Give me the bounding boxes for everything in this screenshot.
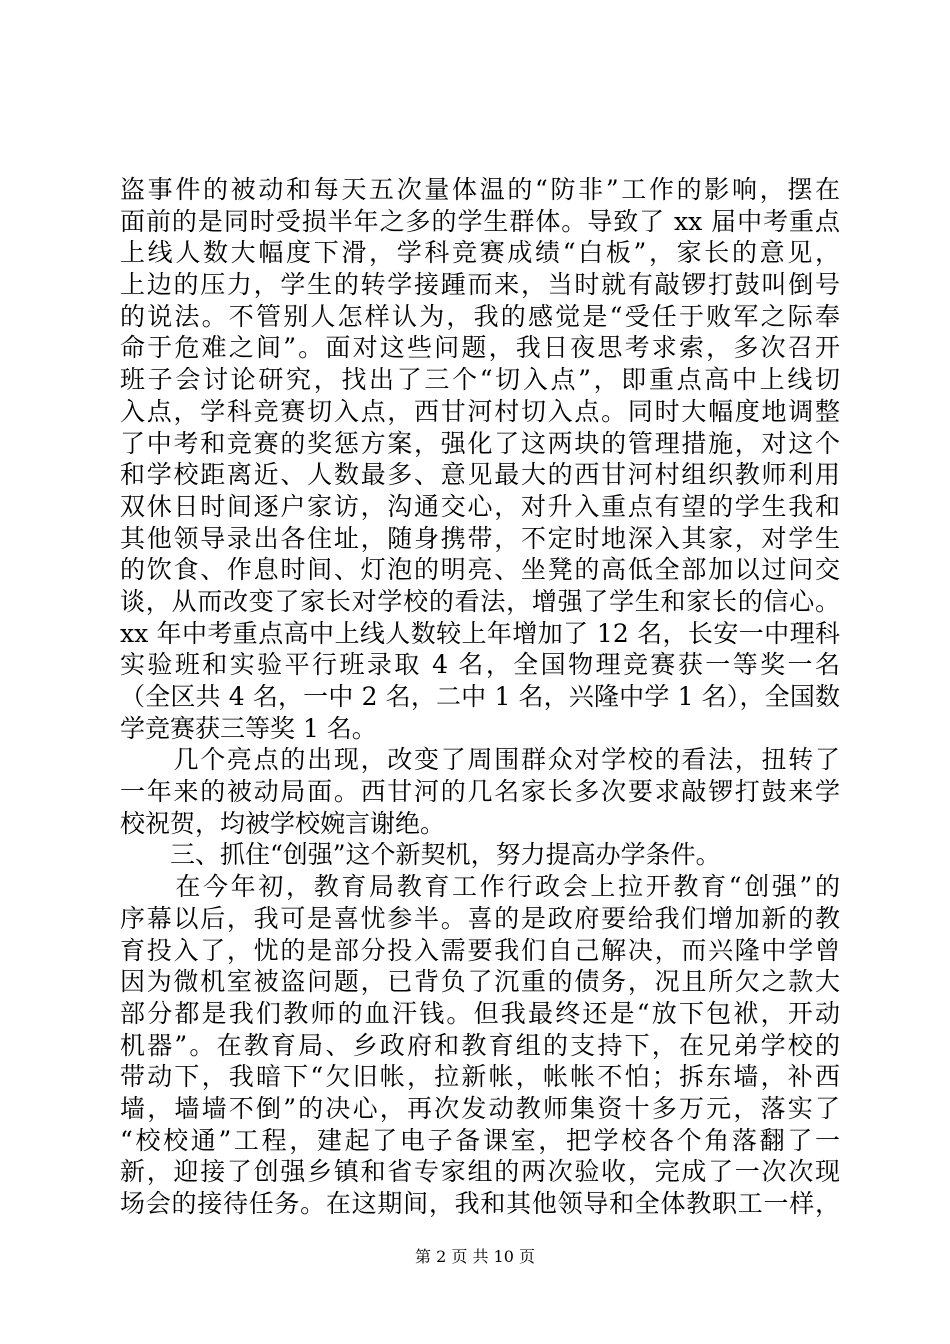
text-line: 的说法。不管别人怎样认为，我的感觉是“受任于败军之际奉 (120, 301, 840, 331)
text-line: 三、抓住“创强”这个新契机，努力提高办学条件。 (120, 840, 721, 870)
text-line: 上线人数大幅度下滑，学科竞赛成绩“白板”，家长的意见， (120, 238, 840, 268)
text-line: 几个亮点的出现，改变了周围群众对学校的看法，扭转了 (120, 745, 840, 775)
text-line: 的饮食、作息时间、灯泡的明亮、坐凳的高低全部加以过问交 (120, 555, 840, 585)
text-line: 实验班和实验平行班录取 4 名，全国物理竞赛获一等奖一名 (120, 650, 840, 680)
text-line: 谈，从而改变了家长对学校的看法，增强了学生和家长的信心。 (120, 586, 840, 616)
text-line: 入点，学科竞赛切入点，西甘河村切入点。同时大幅度地调整 (120, 396, 840, 426)
text-line: 校祝贺，均被学校婉言谢绝。 (120, 808, 446, 838)
text-line: 育投入了，忧的是部分投入需要我们自己解决，而兴隆中学曾 (120, 935, 840, 965)
text-line: 一年来的被动局面。西甘河的几名家长多次要求敲锣打鼓来学 (120, 777, 840, 807)
text-line: “校校通”工程，建起了电子备课室，把学校各个角落翻了一 (120, 1125, 840, 1155)
text-line: 因为微机室被盗问题，已背负了沉重的债务，况且所欠之款大 (120, 967, 840, 997)
text-line: 序幕以后，我可是喜忧参半。喜的是政府要给我们增加新的教 (120, 903, 840, 933)
text-line: 面前的是同时受损半年之多的学生群体。导致了 xx 届中考重点 (120, 206, 840, 236)
text-line: 部分都是我们教师的血汗钱。但我最终还是“放下包袱，开动 (120, 998, 840, 1028)
text-line: 双休日时间逐户家访，沟通交心，对升入重点有望的学生我和 (120, 491, 840, 521)
text-line: 在今年初，教育局教育工作行政会上拉开教育“创强”的 (120, 872, 840, 902)
text-line: 了中考和竞赛的奖惩方案，强化了这两块的管理措施，对这个 (120, 428, 840, 458)
body-text (120, 174, 840, 1220)
text-line: 和学校距离近、人数最多、意见最大的西甘河村组织教师利用 (120, 460, 840, 490)
text-line: 新，迎接了创强乡镇和省专家组的两次验收，完成了一次次现 (120, 1157, 840, 1187)
text-line: 场会的接待任务。在这期间，我和其他领导和全体教职工一样， (120, 1189, 840, 1218)
text-line: 机器”。在教育局、乡政府和教育组的支持下，在兄弟学校的 (120, 1030, 840, 1060)
page-number-footer: 第 2 页 共 10 页 (415, 1247, 535, 1266)
text-line: 墙，墙墙不倒”的决心，再次发动教师集资十多万元，落实了 (120, 1093, 840, 1123)
text-line: 班子会讨论研究，找出了三个“切入点”，即重点高中上线切 (120, 365, 840, 395)
text-line: xx 年中考重点高中上线人数较上年增加了 12 名，长安一中理科 (120, 618, 840, 648)
text-line: 学竞赛获三等奖 1 名。 (120, 713, 377, 743)
text-line: 其他领导录出各住址，随身携带，不定时地深入其家，对学生 (120, 523, 840, 553)
text-line: 带动下，我暗下“欠旧帐，拉新帐，帐帐不怕；拆东墙，补西 (120, 1062, 840, 1092)
text-line: （全区共 4 名，一中 2 名，二中 1 名，兴隆中学 1 名），全国数 (120, 682, 840, 711)
text-line: 盗事件的被动和每天五次量体温的“防非”工作的影响，摆在 (120, 175, 840, 204)
text-line: 命于危难之间”。面对这些问题，我日夜思考求索，多次召开 (120, 333, 840, 363)
text-line: 上边的压力，学生的转学接踵而来，当时就有敲锣打鼓叫倒号 (120, 270, 840, 300)
